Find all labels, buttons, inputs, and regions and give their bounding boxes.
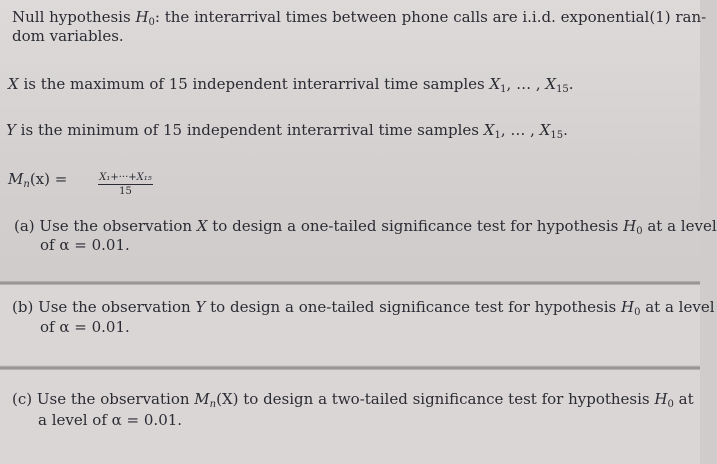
part-a-line-1	[14, 217, 717, 237]
part-c-hypothesis: H	[654, 390, 668, 408]
part-c-line-1	[12, 390, 694, 410]
part-c-line-2	[38, 411, 182, 429]
x-sample-first: X	[489, 75, 501, 93]
part-c-text-end: at	[673, 390, 694, 408]
x-sample-last: X	[545, 75, 557, 93]
mean-definition	[8, 170, 67, 190]
part-c-text-cont: to design a two-tailed significance test for hypothesis	[238, 390, 655, 408]
hypothesis-line-1	[12, 8, 706, 28]
part-c-subscript: 0	[667, 399, 674, 410]
y-sample-sub-1: 1	[494, 130, 501, 141]
part-b-text-end: at a level	[640, 298, 715, 316]
part-a-text: Use the observation	[34, 217, 197, 235]
part-b-line-2	[40, 318, 130, 336]
y-sample-sub-15: 15	[550, 130, 564, 141]
hypothesis-text-end: dom variables.	[12, 27, 124, 45]
part-a-alpha: of α = 0.01.	[40, 236, 130, 254]
fraction-numerator: X₁+···+X₁₅	[99, 172, 152, 183]
mean-symbol: M	[8, 170, 24, 188]
part-a-text-cont: to design a one-tailed significance test for hypothesis	[207, 217, 624, 235]
hypothesis-subscript: 0	[148, 17, 155, 28]
part-c-label: (c)	[12, 390, 33, 408]
x-sample-sub-15: 15	[556, 84, 569, 95]
y-sample-first: X	[483, 121, 495, 139]
x-definition-text: is the maximum of 15 independent interarrival time samples	[18, 75, 490, 93]
x-variable: X	[8, 75, 19, 93]
part-c-argument: (X)	[216, 390, 239, 408]
hypothesis-text: Null hypothesis	[12, 8, 136, 26]
hypothesis-symbol: H	[135, 8, 149, 26]
part-b-line-1	[12, 298, 715, 318]
hypothesis-line-2	[12, 27, 124, 45]
x-definition	[8, 75, 574, 95]
mean-argument: (x) =	[29, 170, 68, 188]
mean-subscript: n	[23, 179, 30, 190]
part-c-variable: M	[194, 390, 210, 408]
x-period: .	[568, 75, 574, 93]
y-definition-text: is the minimum of 15 independent interarrival time samples	[15, 121, 484, 139]
part-a-line-2	[40, 236, 130, 254]
y-variable: Y	[6, 121, 16, 139]
part-b-subscript: 0	[634, 307, 641, 318]
x-sample-sub-1: 1	[500, 84, 507, 95]
part-b-text: Use the observation	[33, 298, 196, 316]
x-dots: , … ,	[506, 75, 546, 93]
y-dots: , … ,	[500, 121, 540, 139]
part-a-label: (a)	[14, 217, 35, 235]
mean-fraction	[98, 172, 153, 197]
part-a-text-end: at a level	[642, 217, 717, 235]
y-sample-last: X	[539, 121, 551, 139]
part-c-variable-sub: n	[209, 399, 217, 410]
part-c-text: Use the observation	[32, 390, 195, 408]
part-b-text-cont: to design a one-tailed significance test for hypothesis	[205, 298, 621, 316]
part-a-hypothesis: H	[623, 217, 637, 235]
part-b-variable: Y	[195, 298, 206, 316]
part-c-alpha: a level of α = 0.01.	[38, 411, 183, 429]
y-definition	[6, 121, 568, 141]
part-a-subscript: 0	[636, 226, 643, 237]
part-b-label: (b)	[12, 298, 34, 316]
part-b-alpha: of α = 0.01.	[40, 318, 130, 336]
fraction-denominator: 15	[119, 186, 132, 197]
y-period: .	[563, 121, 568, 139]
part-b-hypothesis: H	[620, 298, 635, 316]
hypothesis-text-cont: : the interarrival times between phone calls are i.i.d. exponential(1) ran-	[154, 8, 707, 26]
part-a-variable: X	[196, 217, 208, 235]
